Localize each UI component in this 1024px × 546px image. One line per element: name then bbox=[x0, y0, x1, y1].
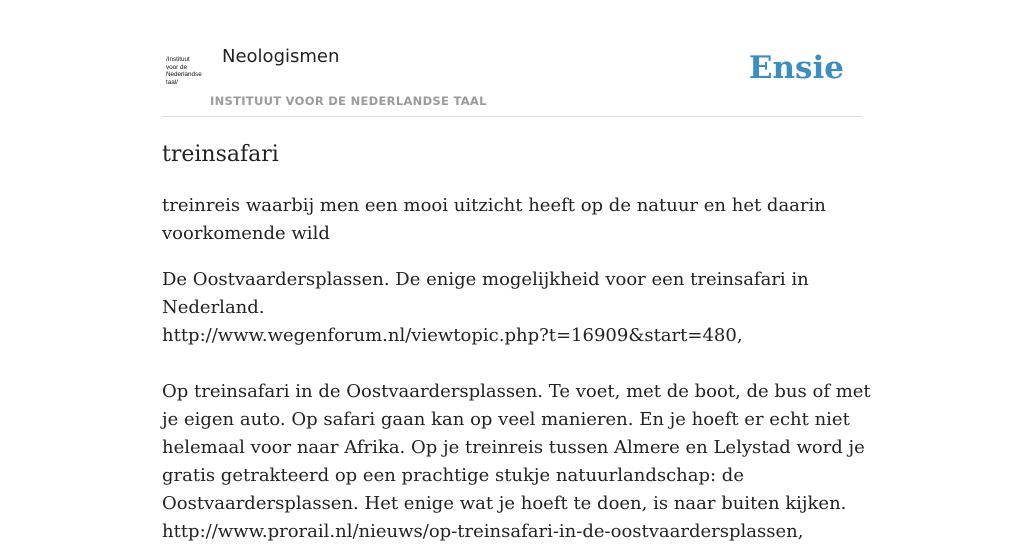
logo-line: taal/ bbox=[166, 78, 178, 86]
example-source: http://www.wegenforum.nl/viewtopic.php?t=16909&start=480, bbox=[162, 325, 743, 346]
entry-content bbox=[162, 140, 872, 546]
ensie-logo[interactable]: Ensie bbox=[748, 50, 844, 86]
ivdnt-logo[interactable] bbox=[166, 56, 208, 90]
logo-line: voor de bbox=[166, 63, 188, 71]
entry-definition: treinreis waarbij men een mooi uitzicht heeft op de natuur en het daarin voorkomende wild bbox=[162, 195, 826, 244]
example-quotes bbox=[162, 266, 872, 546]
site-name[interactable]: Neologismen bbox=[222, 46, 340, 67]
example-text: De Oostvaardersplassen. De enige mogelijkheid voor een treinsafari in Nederland. bbox=[162, 269, 809, 318]
example-text: Op treinsafari in de Oostvaardersplassen. Te voet, met de boot, de bus of met je eigen auto. Op safari gaan kan op veel manieren. En je hoeft er echt niet helemaal voor naar Afrika. Op je treinreis tussen Almere en Lelystad word je gratis getrakteerd op een prachtige stukje natuurlandschap: de Oostvaardersplassen. Het enige wat je hoeft te doen, is naar buiten kijken. bbox=[162, 381, 871, 514]
publisher-name: INSTITUUT VOOR DE NEDERLANDSE TAAL bbox=[210, 94, 487, 108]
page-header bbox=[162, 0, 862, 117]
example-source: http://www.prorail.nl/nieuws/op-treinsafari-in-de-oostvaardersplassen, bbox=[162, 521, 804, 542]
spacer bbox=[162, 350, 872, 378]
logo-line: Nederlandse bbox=[166, 71, 202, 78]
entry-term: treinsafari bbox=[162, 142, 279, 167]
logo-line: /Instituut bbox=[166, 56, 190, 63]
